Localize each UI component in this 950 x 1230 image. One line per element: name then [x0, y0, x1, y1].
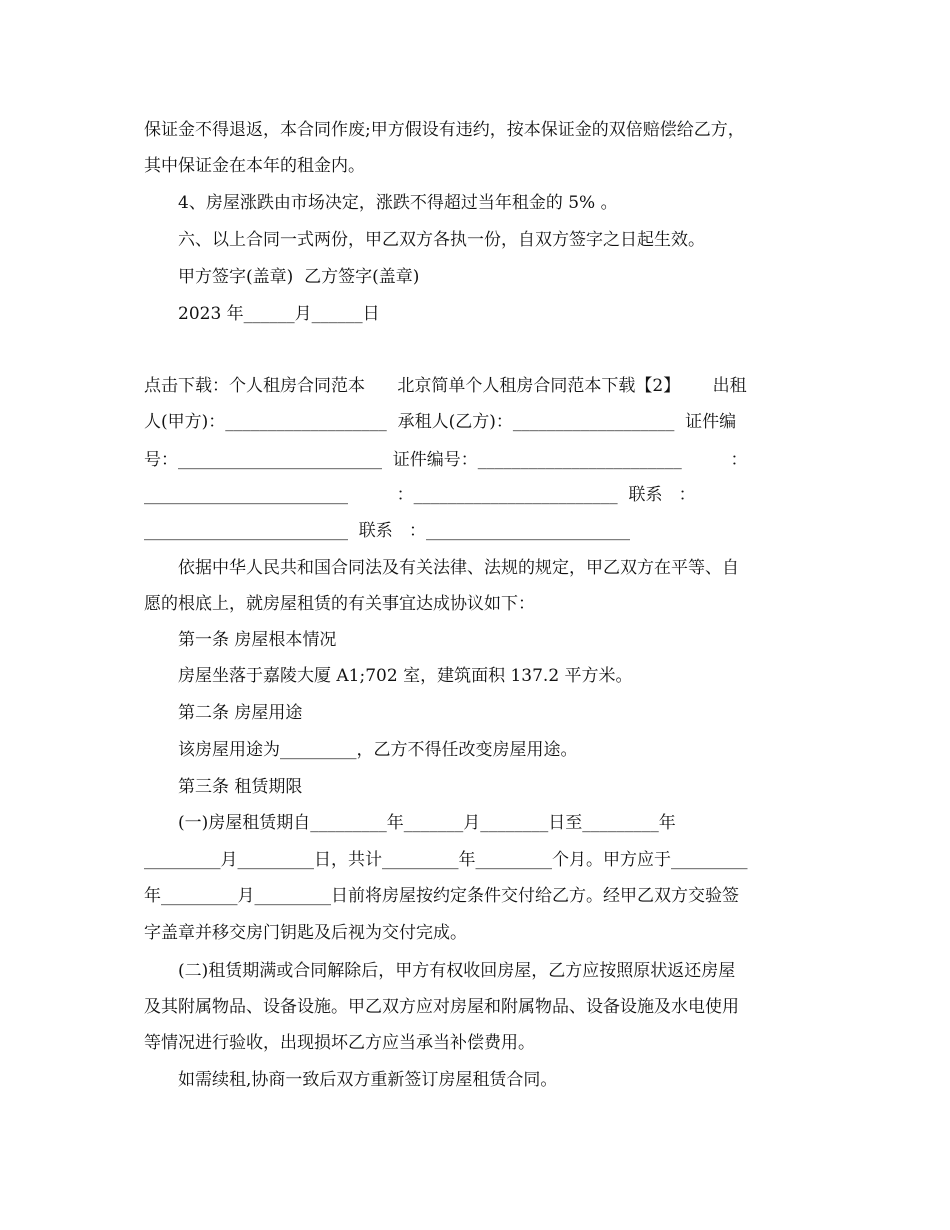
article-three-item-1-line-2: _________月_________日，共计_________年_________个月。甲方应于_________ [144, 850, 748, 870]
article-one-body: 房屋坐落于嘉陵大厦 A1;702 室，建筑面积 137.2 平方米。 [178, 666, 633, 686]
article-three-item-1-line-4: 字盖章并移交房门钥匙及后视为交付完成。 [144, 923, 467, 943]
article-three-item-1-line-3: 年_________月_________日前将房屋按约定条件交付给乙方。经甲乙双方交验签 [144, 886, 739, 906]
renewal-line: 如需续租,协商一致后双方重新签订房屋租赁合同。 [178, 1070, 558, 1090]
id-fields-line: 号：________________________ 证件编号：________________________ ： [144, 450, 748, 470]
paragraph-line: 其中保证金在本年的租金内。 [144, 156, 365, 176]
contact-fields-line-2: ________________________ 联系 ：________________________ [144, 521, 631, 541]
contact-fields-line: ________________________ ：________________________ 联系 ： [144, 485, 696, 505]
article-three-item-2: (二)租赁期满或合同解除后，甲方有权收回房屋，乙方应按照原状返还房屋 [178, 961, 736, 981]
article-three-item-1: (一)房屋租赁期自_________年_______月________日至_________年 [178, 813, 676, 833]
article-three-heading: 第三条 租赁期限 [178, 777, 303, 797]
party-fields-line: 人(甲方)：___________________ 承租人(乙方)：___________________ 证件编 [144, 412, 737, 432]
preamble-line: 依据中华人民共和国合同法及有关法律、法规的规定，甲乙双方在平等、自 [178, 558, 739, 578]
download-links-line: 点击下载：个人租房合同范本 北京简单个人租房合同范本下载【2】 出租 [144, 376, 747, 396]
article-three-item-2-line-2: 及其附属物品、设备设施。甲乙双方应对房屋和附属物品、设备设施及水电使用 [144, 997, 739, 1017]
signature-line: 甲方签字(盖章) 乙方签字(盖章) [178, 267, 420, 287]
article-one-heading: 第一条 房屋根本情况 [178, 630, 337, 650]
article-two-heading: 第二条 房屋用途 [178, 703, 303, 723]
date-line: 2023 年______月______日 [178, 304, 380, 324]
clause-item-4: 4、房屋涨跌由市场决定，涨跌不得超过当年租金的 5% 。 [178, 193, 618, 213]
clause-six: 六、以上合同一式两份，甲乙双方各执一份，自双方签字之日起生效。 [178, 230, 705, 250]
paragraph-line: 保证金不得退返，本合同作废;甲方假设有违约，按本保证金的双倍赔偿给乙方， [144, 120, 745, 140]
article-three-item-2-line-3: 等情况进行验收，出现损坏乙方应当承当补偿费用。 [144, 1033, 535, 1053]
article-two-body: 该房屋用途为_________，乙方不得任改变房屋用途。 [178, 740, 578, 760]
preamble-line-2: 愿的根底上，就房屋租赁的有关事宜达成协议如下： [144, 594, 535, 614]
